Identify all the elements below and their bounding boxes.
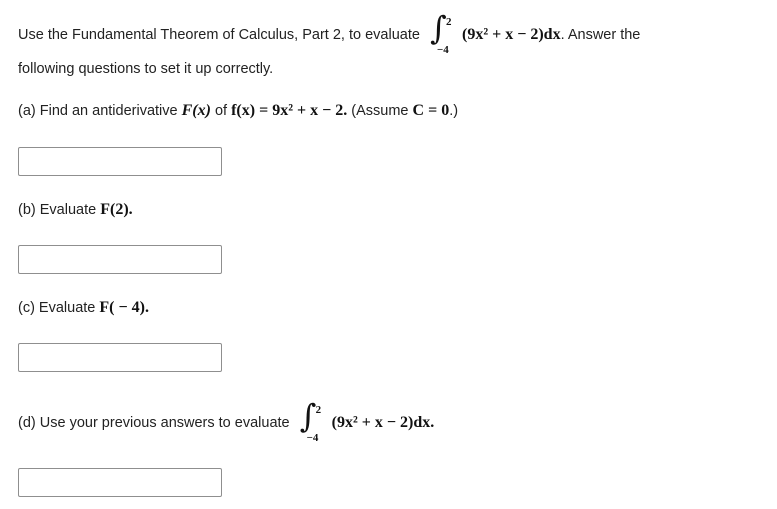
integral-icon: ∫ 2 −4 xyxy=(429,9,452,56)
question-c-expr: F( − 4). xyxy=(99,299,149,316)
question-a-prefix: (a) Find an antiderivative xyxy=(18,103,178,119)
integral-upper-limit: 2 xyxy=(315,404,322,416)
question-a-function: f(x) = 9x² + x − 2. xyxy=(231,102,348,119)
question-d-prefix: (d) Use your previous answers to evaluate xyxy=(18,414,290,431)
intro-line-1 xyxy=(18,9,641,56)
intro-text-after: . Answer the xyxy=(560,26,641,43)
question-c xyxy=(18,299,149,317)
question-b-expr: F(2). xyxy=(100,201,133,218)
question-a-assume-suffix: .) xyxy=(449,103,459,119)
question-a-F-of-x: F(x) xyxy=(181,102,211,119)
intro-text-before: Use the Fundamental Theorem of Calculus, Part 2, to evaluate xyxy=(18,26,420,43)
answer-input-d[interactable] xyxy=(18,468,222,497)
question-d-integrand: (9x² + x − 2)dx. xyxy=(331,413,435,431)
integral-lower-limit: −4 xyxy=(306,432,319,444)
question-a-assume-expr: C = 0 xyxy=(412,102,450,119)
intro-text-line2: following questions to set it up correctly. xyxy=(18,61,274,77)
intro-integrand: (9x² + x − 2)dx xyxy=(461,25,561,43)
answer-input-a[interactable] xyxy=(18,147,222,176)
integral-upper-limit: 2 xyxy=(445,16,452,28)
question-d xyxy=(18,397,435,444)
intro-line-2 xyxy=(18,61,273,77)
answer-input-b[interactable] xyxy=(18,245,222,274)
question-b xyxy=(18,201,133,219)
question-c-prefix: (c) Evaluate xyxy=(18,300,96,316)
question-a-assume-prefix: (Assume xyxy=(351,103,409,119)
question-a-of: of xyxy=(214,103,228,119)
question-b-prefix: (b) Evaluate xyxy=(18,202,97,218)
integral-lower-limit: −4 xyxy=(436,44,449,56)
integral-icon: ∫ 2 −4 xyxy=(299,397,322,444)
question-a xyxy=(18,102,458,120)
answer-input-c[interactable] xyxy=(18,343,222,372)
